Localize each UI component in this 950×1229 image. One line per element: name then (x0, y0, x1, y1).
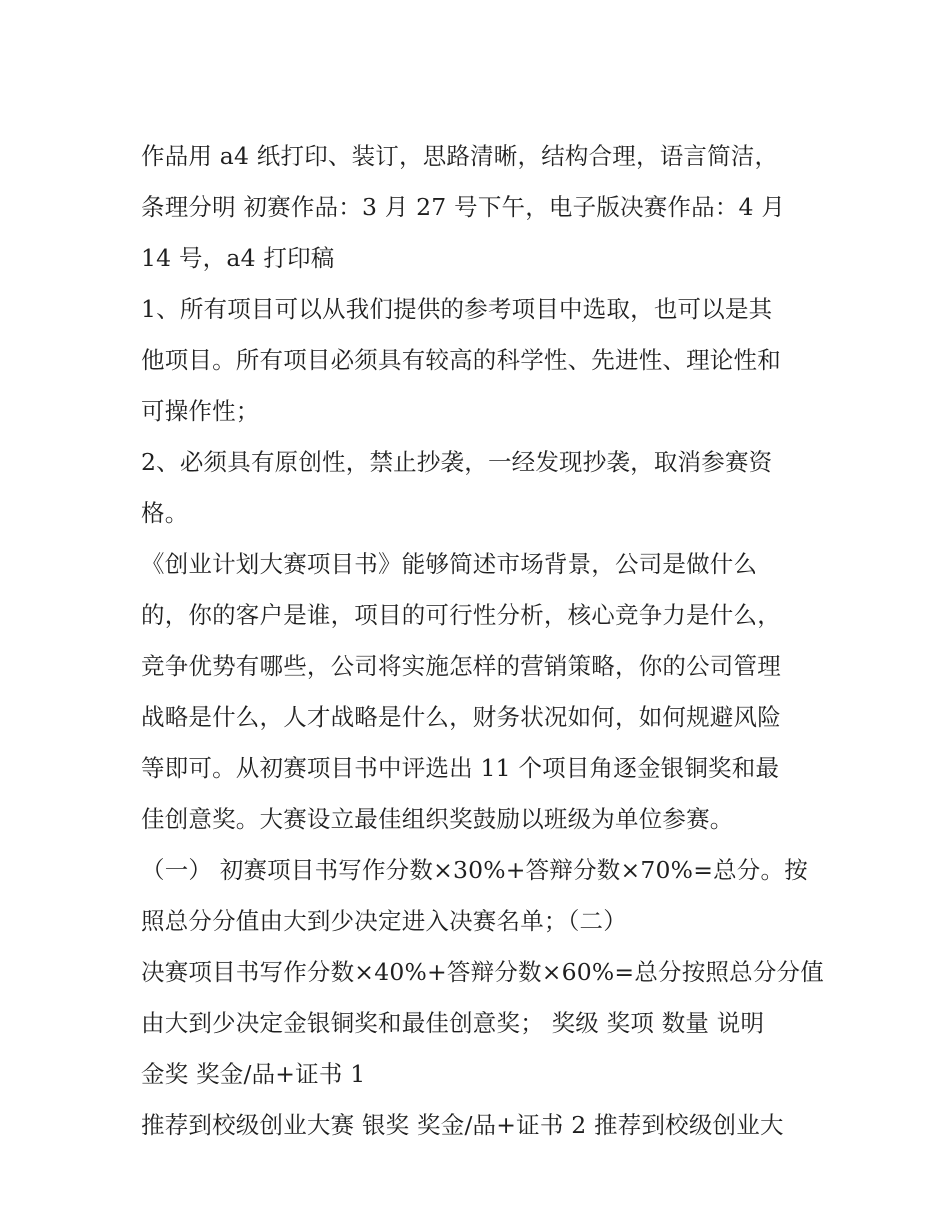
text-line: 格。 (141, 499, 189, 527)
text-line: 1、所有项目可以从我们提供的参考项目中选取，也可以是其 (141, 295, 773, 323)
document-text (141, 131, 824, 1151)
text-line: 照总分分值由大到少决定进入决赛名单；（二） (141, 907, 627, 935)
text-line: 14 号，a4 打印稿 (141, 244, 335, 272)
text-line: 的，你的客户是谁，项目的可行性分析，核心竞争力是什么， (141, 601, 781, 629)
text-line: 等即可。从初赛项目书中评选出 11 个项目角逐金银铜奖和最 (141, 754, 780, 782)
text-line: 推荐到校级创业大赛 银奖 奖金/品+证书 2 推荐到校级创业大 (141, 1111, 784, 1139)
text-line: 2、必须具有原创性，禁止抄袭，一经发现抄袭，取消参赛资 (141, 448, 773, 476)
text-line: 由大到少决定金银铜奖和最佳创意奖； 奖级 奖项 数量 说明 (141, 1009, 765, 1037)
text-line: 佳创意奖。大赛设立最佳组织奖鼓励以班级为单位参赛。 (141, 805, 734, 833)
text-line: 他项目。所有项目必须具有较高的科学性、先进性、理论性和 (141, 346, 781, 374)
text-line: 《创业计划大赛项目书》能够简述市场背景，公司是做什么 (141, 550, 758, 578)
text-line: 条理分明 初赛作品：3 月 27 号下午，电子版决赛作品：4 月 (141, 193, 786, 221)
text-line: 可操作性； (141, 397, 260, 425)
text-line: 金奖 奖金/品+证书 1 (141, 1060, 366, 1088)
text-line: 决赛项目书写作分数×40%+答辩分数×60%=总分按照总分分值 (141, 958, 824, 986)
text-line: （一） 初赛项目书写作分数×30%+答辩分数×70%=总分。按 (141, 856, 808, 884)
text-line: 战略是什么，人才战略是什么，财务状况如何，如何规避风险 (141, 703, 781, 731)
text-line: 竞争优势有哪些，公司将实施怎样的营销策略，你的公司管理 (141, 652, 781, 680)
text-line: 作品用 a4 纸打印、装订，思路清晰，结构合理，语言简洁， (141, 142, 779, 170)
